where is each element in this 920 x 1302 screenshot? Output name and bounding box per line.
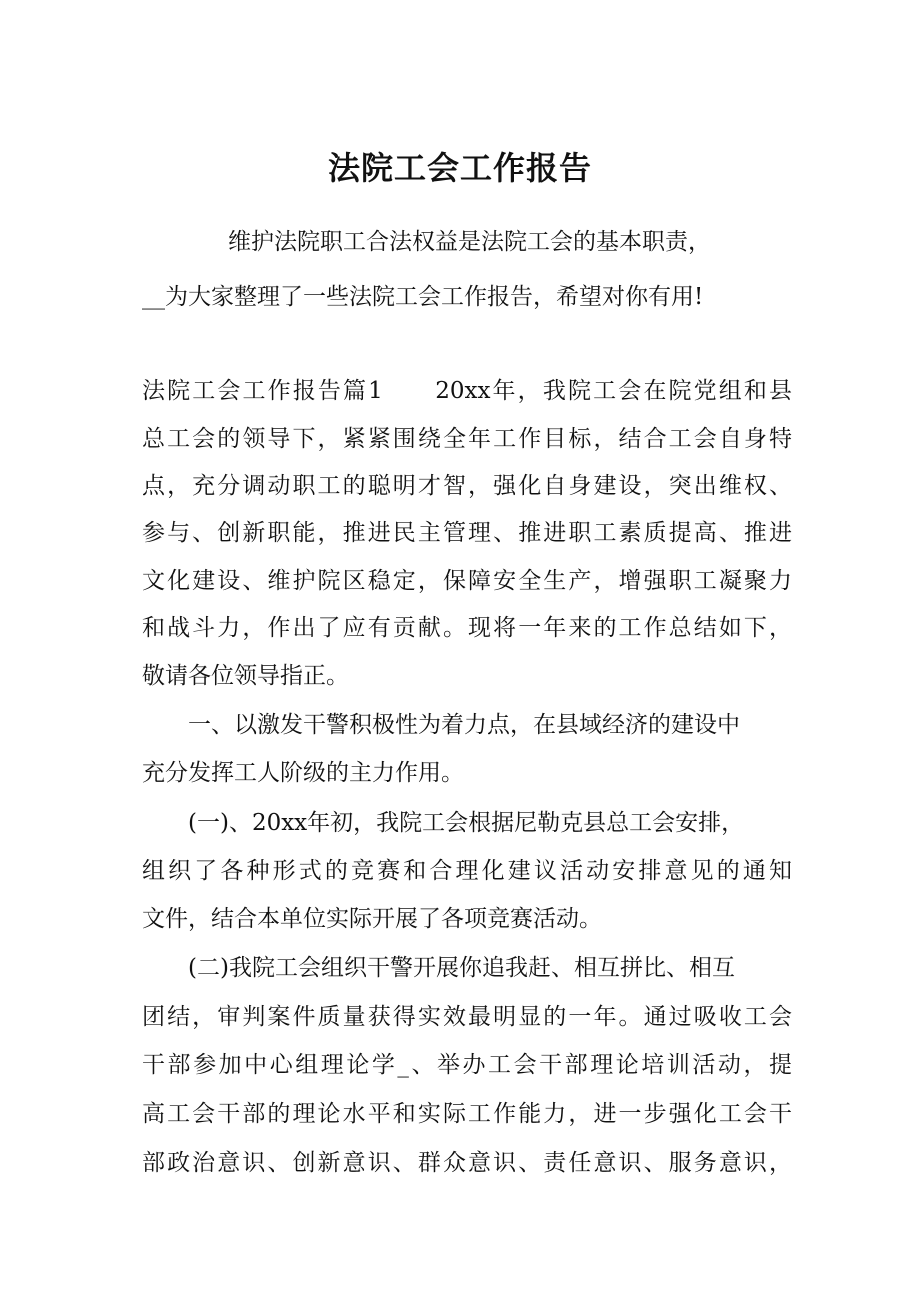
- page-title: 法院工会工作报告: [327, 149, 592, 187]
- text-line: (一)、20xx年初，我院工会根据尼勒克县总工会安排，: [188, 810, 745, 836]
- text-line: 维护法院职工合法权益是法院工会的基本职责，: [228, 229, 711, 255]
- text-line: __为大家整理了一些法院工会工作报告，希望对你有用!: [142, 284, 704, 310]
- text-line: 高工会干部的理论水平和实际工作能力，进一步强化工会干: [142, 1101, 792, 1127]
- text-line: 充分发挥工人阶级的主力作用。: [142, 760, 464, 786]
- text-line: 部政治意识、创新意识、群众意识、责任意识、服务意识，: [142, 1150, 792, 1176]
- text-line: (二)我院工会组织干警开展你追我赶、相互拼比、相互: [188, 955, 735, 981]
- text-line: 团结，审判案件质量获得实效最明显的一年。通过吸收工会: [142, 1004, 792, 1030]
- text-line: 总工会的领导下，紧紧围绕全年工作目标，结合工会自身特: [142, 426, 792, 452]
- text-line: 参与、创新职能，推进民主管理、推进职工素质提高、推进: [142, 520, 792, 546]
- text-line: 点，充分调动职工的聪明才智，强化自身建设，突出维权、: [142, 473, 792, 499]
- text-line: 组织了各种形式的竞赛和合理化建议活动安排意见的通知: [142, 858, 792, 884]
- text-line: 干部参加中心组理论学_、举办工会干部理论培训活动，提: [142, 1052, 792, 1078]
- text-line: 和战斗力，作出了应有贡献。现将一年来的工作总结如下，: [142, 615, 792, 641]
- text-line: 法院工会工作报告篇1 20xx年，我院工会在院党组和县: [142, 378, 792, 404]
- text-line: 敬请各位领导指正。: [142, 663, 349, 689]
- text-line: 文化建设、维护院区稳定，保障安全生产，增强职工凝聚力: [142, 568, 792, 594]
- text-line: 文件，结合本单位实际开展了各项竞赛活动。: [142, 906, 602, 932]
- text-line: 一、以激发干警积极性为着力点，在县域经济的建设中: [188, 712, 740, 738]
